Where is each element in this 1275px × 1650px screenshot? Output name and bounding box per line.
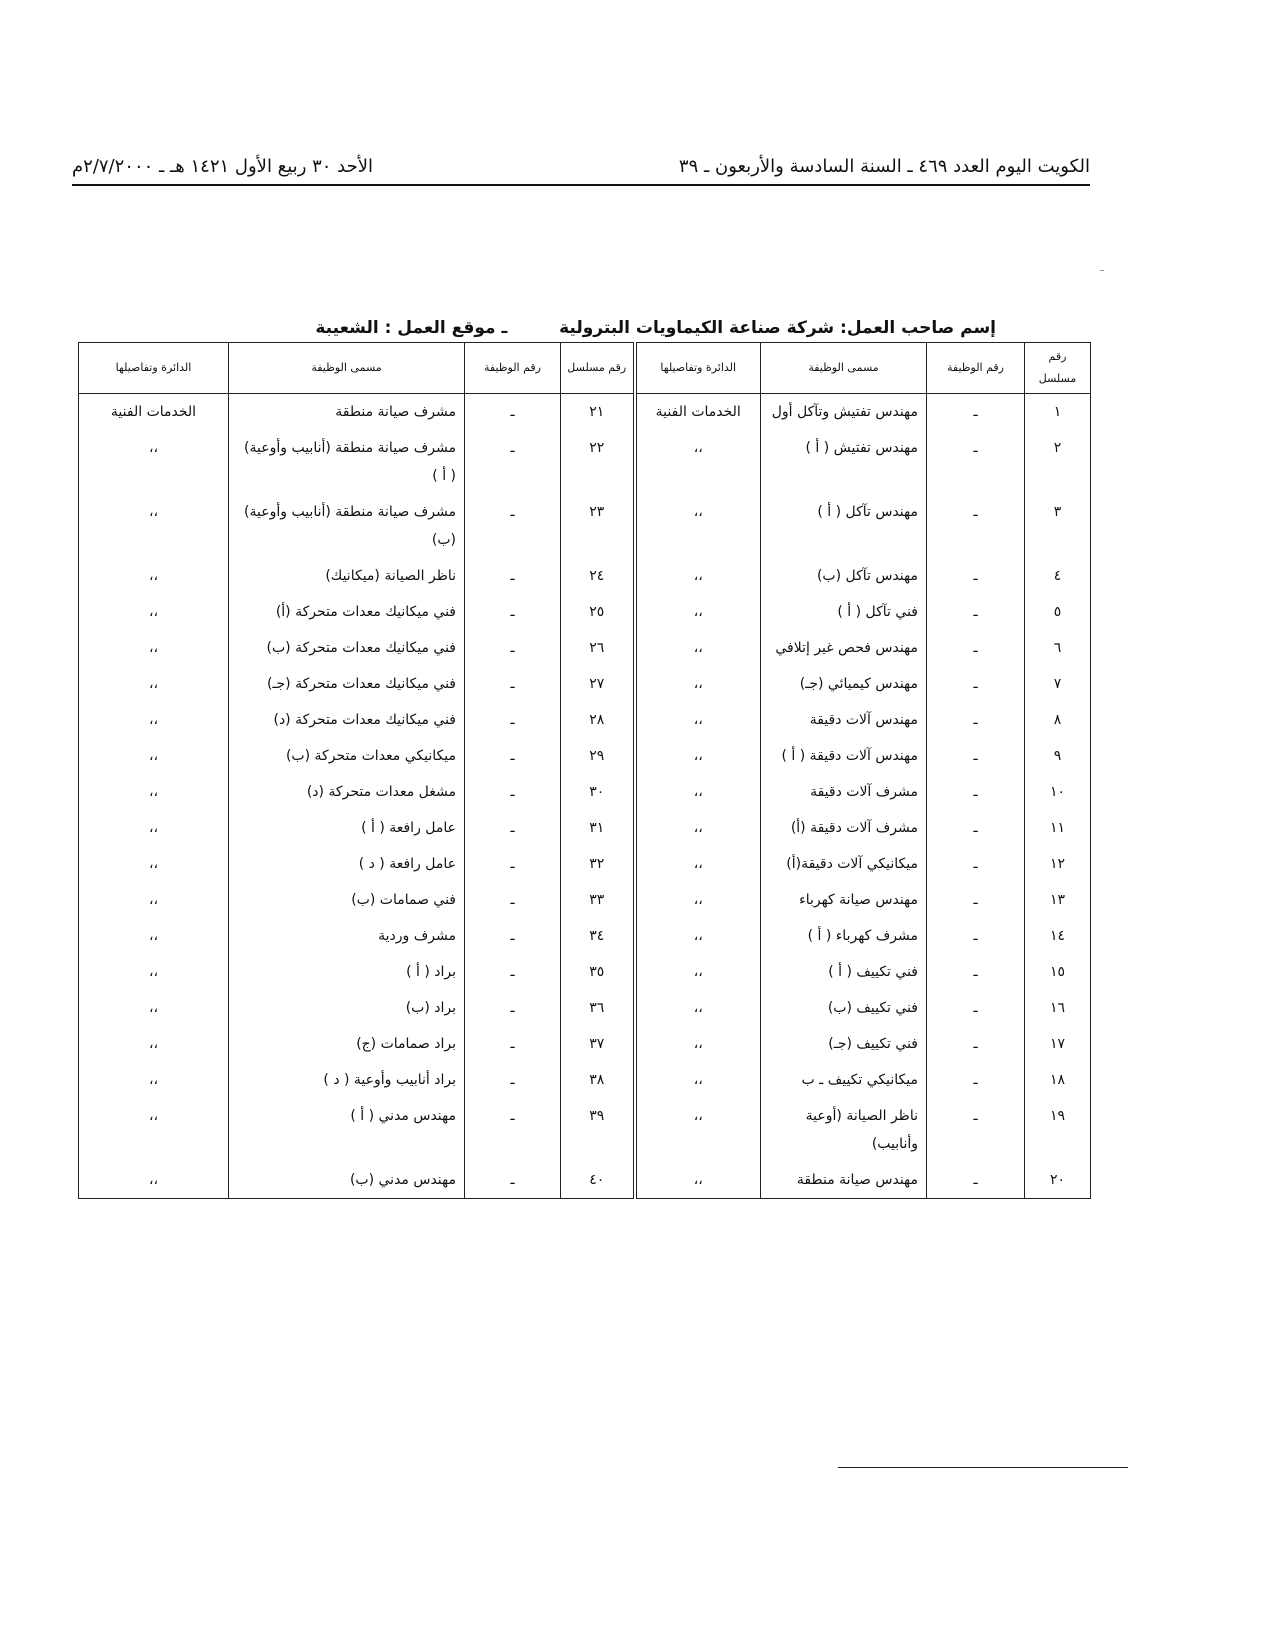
serial-cell: ٢ xyxy=(1025,430,1091,494)
table-header-row xyxy=(79,343,1091,394)
table-row xyxy=(79,558,1091,594)
job-no-cell: ـ xyxy=(927,1162,1025,1199)
job-title-cell: ناظر الصيانة (ميكانيك) xyxy=(229,558,465,594)
serial-cell: ٣٢ xyxy=(561,846,635,882)
serial-cell: ٢٧ xyxy=(561,666,635,702)
job-no-cell: ـ xyxy=(465,918,561,954)
dept-cell: ،، xyxy=(635,594,761,630)
dept-cell: ،، xyxy=(79,494,229,558)
serial-cell: ٢٣ xyxy=(561,494,635,558)
serial-cell: ٢٢ xyxy=(561,430,635,494)
work-site: ـ موقع العمل : الشعيبة xyxy=(315,318,508,338)
job-title-cell: مشرف كهرباء ( أ ) xyxy=(761,918,927,954)
job-no-cell: ـ xyxy=(927,882,1025,918)
dept-cell: ،، xyxy=(635,882,761,918)
dept-cell: ،، xyxy=(635,558,761,594)
dept-cell: ،، xyxy=(635,918,761,954)
table-row xyxy=(79,738,1091,774)
job-title-cell: فني تآكل ( أ ) xyxy=(761,594,927,630)
serial-cell: ٦ xyxy=(1025,630,1091,666)
serial-cell: ١٠ xyxy=(1025,774,1091,810)
dept-cell: الخدمات الفنية xyxy=(635,394,761,431)
serial-cell: ٤٠ xyxy=(561,1162,635,1199)
job-title-cell: مهندس مدني (ب) xyxy=(229,1162,465,1199)
table-row xyxy=(79,846,1091,882)
job-no-cell: ـ xyxy=(465,666,561,702)
job-title-cell: فني ميكانيك معدات متحركة (د) xyxy=(229,702,465,738)
job-no-cell: ـ xyxy=(465,630,561,666)
job-no-cell: ـ xyxy=(465,810,561,846)
dept-cell: ،، xyxy=(635,810,761,846)
serial-cell: ١٢ xyxy=(1025,846,1091,882)
dept-cell: ،، xyxy=(635,1026,761,1062)
dept-cell: ،، xyxy=(635,846,761,882)
serial-cell: ٣٧ xyxy=(561,1026,635,1062)
job-no-cell: ـ xyxy=(927,666,1025,702)
job-title-cell: عامل رافعة ( د ) xyxy=(229,846,465,882)
job-no-cell: ـ xyxy=(465,702,561,738)
dept-cell: ،، xyxy=(79,1098,229,1162)
table-row xyxy=(79,430,1091,494)
job-no-cell: ـ xyxy=(465,558,561,594)
job-title-cell: مهندس تفتيش وتآكل أول xyxy=(761,394,927,431)
job-title-cell: ناظر الصيانة (أوعية وأنابيب) xyxy=(761,1098,927,1162)
table-row xyxy=(79,1162,1091,1199)
job-no-cell: ـ xyxy=(465,882,561,918)
job-title-cell: براد (ب) xyxy=(229,990,465,1026)
job-no-cell: ـ xyxy=(927,702,1025,738)
serial-cell: ٣٤ xyxy=(561,918,635,954)
job-title-cell: فني ميكانيك معدات متحركة (ب) xyxy=(229,630,465,666)
job-no-cell: ـ xyxy=(927,918,1025,954)
serial-cell: ٣٨ xyxy=(561,1062,635,1098)
job-no-cell: ـ xyxy=(465,594,561,630)
serial-cell: ٣٩ xyxy=(561,1098,635,1162)
serial-cell: ٨ xyxy=(1025,702,1091,738)
serial-cell: ٢٨ xyxy=(561,702,635,738)
table-row xyxy=(79,702,1091,738)
job-title-cell: مهندس تآكل ( أ ) xyxy=(761,494,927,558)
job-no-cell: ـ xyxy=(465,954,561,990)
job-title-cell: مهندس صيانة منطقة xyxy=(761,1162,927,1199)
dept-cell: ،، xyxy=(79,882,229,918)
dept-cell: ،، xyxy=(635,702,761,738)
dept-cell: ،، xyxy=(635,1162,761,1199)
col-header-dept: الدائرة وتفاصيلها xyxy=(635,343,761,394)
dept-cell: ،، xyxy=(79,738,229,774)
serial-cell: ١٦ xyxy=(1025,990,1091,1026)
job-no-cell: ـ xyxy=(465,774,561,810)
job-title-cell: مهندس آلات دقيقة ( أ ) xyxy=(761,738,927,774)
table-row xyxy=(79,666,1091,702)
job-title-cell: مشرف آلات دقيقة (أ) xyxy=(761,810,927,846)
job-title-cell: مشرف وردية xyxy=(229,918,465,954)
table-row xyxy=(79,494,1091,558)
job-title-cell: فني تكييف (ب) xyxy=(761,990,927,1026)
job-title-cell: مهندس كيميائي (جـ) xyxy=(761,666,927,702)
job-title-cell: براد ( أ ) xyxy=(229,954,465,990)
job-no-cell: ـ xyxy=(927,810,1025,846)
dept-cell: ،، xyxy=(79,774,229,810)
serial-cell: ١٧ xyxy=(1025,1026,1091,1062)
serial-cell: ١٨ xyxy=(1025,1062,1091,1098)
table-row xyxy=(79,1062,1091,1098)
job-title-cell: مهندس مدني ( أ ) xyxy=(229,1098,465,1162)
serial-cell: ٣ xyxy=(1025,494,1091,558)
job-no-cell: ـ xyxy=(465,394,561,431)
job-title-cell: ميكانيكي معدات متحركة (ب) xyxy=(229,738,465,774)
serial-cell: ٣٦ xyxy=(561,990,635,1026)
dept-cell: ،، xyxy=(79,666,229,702)
table-row xyxy=(79,1098,1091,1162)
table-row xyxy=(79,1026,1091,1062)
jobs-table xyxy=(78,342,1091,1199)
dept-cell: ،، xyxy=(635,1098,761,1162)
job-no-cell: ـ xyxy=(927,774,1025,810)
job-title-cell: مشغل معدات متحركة (د) xyxy=(229,774,465,810)
job-title-cell: مشرف صيانة منطقة (أنابيب وأوعية) (ب) xyxy=(229,494,465,558)
serial-cell: ١٥ xyxy=(1025,954,1091,990)
serial-cell: ١٣ xyxy=(1025,882,1091,918)
serial-cell: ٤ xyxy=(1025,558,1091,594)
job-no-cell: ـ xyxy=(465,1098,561,1162)
dept-cell: ،، xyxy=(79,810,229,846)
dept-cell: ،، xyxy=(79,630,229,666)
job-title-cell: براد صمامات (ج) xyxy=(229,1026,465,1062)
job-no-cell: ـ xyxy=(927,394,1025,431)
serial-cell: ٧ xyxy=(1025,666,1091,702)
job-title-cell: فني تكييف (جـ) xyxy=(761,1026,927,1062)
job-no-cell: ـ xyxy=(465,738,561,774)
serial-cell: ٢٦ xyxy=(561,630,635,666)
dept-cell: ،، xyxy=(635,630,761,666)
table-row xyxy=(79,594,1091,630)
table-row xyxy=(79,918,1091,954)
serial-cell: ١١ xyxy=(1025,810,1091,846)
serial-cell: ١٩ xyxy=(1025,1098,1091,1162)
job-no-cell: ـ xyxy=(927,738,1025,774)
dept-cell: الخدمات الفنية xyxy=(79,394,229,431)
job-no-cell: ـ xyxy=(465,430,561,494)
table-row xyxy=(79,394,1091,431)
table-row xyxy=(79,630,1091,666)
job-title-cell: مهندس آلات دقيقة xyxy=(761,702,927,738)
job-no-cell: ـ xyxy=(465,1062,561,1098)
dept-cell: ،، xyxy=(635,1062,761,1098)
dept-cell: ،، xyxy=(79,918,229,954)
job-title-cell: فني ميكانيك معدات متحركة (أ) xyxy=(229,594,465,630)
issue-date: الأحد ٣٠ ربيع الأول ١٤٢١ هـ ـ ٢/٧/٢٠٠٠م xyxy=(72,156,374,177)
table-row xyxy=(79,954,1091,990)
job-no-cell: ـ xyxy=(927,430,1025,494)
col-header-title: مسمى الوظيفة xyxy=(761,343,927,394)
serial-cell: ١ xyxy=(1025,394,1091,431)
job-title-cell: مشرف صيانة منطقة (أنابيب وأوعية) ( أ ) xyxy=(229,430,465,494)
employer-line xyxy=(280,318,996,338)
dept-cell: ،، xyxy=(79,990,229,1026)
serial-cell: ٢٥ xyxy=(561,594,635,630)
serial-cell: ٩ xyxy=(1025,738,1091,774)
dept-cell: ،، xyxy=(79,1062,229,1098)
footer-rule xyxy=(838,1467,1128,1468)
dept-cell: ،، xyxy=(79,1026,229,1062)
dept-cell: ،، xyxy=(635,666,761,702)
col-header-job-no: رقم الوظيفة xyxy=(465,343,561,394)
job-title-cell: فني ميكانيك معدات متحركة (جـ) xyxy=(229,666,465,702)
dept-cell: ،، xyxy=(635,738,761,774)
job-no-cell: ـ xyxy=(465,846,561,882)
employer-name: إسم صاحب العمل: شركة صناعة الكيماويات البترولية xyxy=(559,318,996,338)
dept-cell: ،، xyxy=(635,494,761,558)
job-title-cell: مهندس فحص غير إتلافي xyxy=(761,630,927,666)
table-row xyxy=(79,774,1091,810)
job-no-cell: ـ xyxy=(465,990,561,1026)
col-header-job-no: رقم الوظيفة xyxy=(927,343,1025,394)
job-no-cell: ـ xyxy=(927,1062,1025,1098)
job-title-cell: عامل رافعة ( أ ) xyxy=(229,810,465,846)
job-title-cell: مهندس تفتيش ( أ ) xyxy=(761,430,927,494)
job-no-cell: ـ xyxy=(465,1162,561,1199)
job-no-cell: ـ xyxy=(927,630,1025,666)
serial-cell: ٢٠ xyxy=(1025,1162,1091,1199)
serial-cell: ١٤ xyxy=(1025,918,1091,954)
dept-cell: ،، xyxy=(79,1162,229,1199)
job-no-cell: ـ xyxy=(927,846,1025,882)
job-title-cell: مشرف صيانة منطقة xyxy=(229,394,465,431)
job-no-cell: ـ xyxy=(465,1026,561,1062)
dept-cell: ،، xyxy=(635,430,761,494)
dept-cell: ،، xyxy=(79,594,229,630)
scan-speck xyxy=(1100,270,1104,271)
job-no-cell: ـ xyxy=(927,954,1025,990)
serial-cell: ٣٣ xyxy=(561,882,635,918)
job-no-cell: ـ xyxy=(927,1026,1025,1062)
job-no-cell: ـ xyxy=(927,594,1025,630)
job-title-cell: ميكانيكي تكييف ـ ب xyxy=(761,1062,927,1098)
job-title-cell: فني صمامات (ب) xyxy=(229,882,465,918)
dept-cell: ،، xyxy=(79,702,229,738)
job-title-cell: مهندس صيانة كهرباء xyxy=(761,882,927,918)
job-title-cell: ميكانيكي آلات دقيقة(أ) xyxy=(761,846,927,882)
col-header-serial: رقم مسلسل xyxy=(1025,343,1091,394)
dept-cell: ،، xyxy=(79,954,229,990)
serial-cell: ٣٠ xyxy=(561,774,635,810)
serial-cell: ٣١ xyxy=(561,810,635,846)
col-header-title: مسمى الوظيفة xyxy=(229,343,465,394)
job-no-cell: ـ xyxy=(927,494,1025,558)
dept-cell: ،، xyxy=(79,846,229,882)
job-title-cell: مهندس تآكل (ب) xyxy=(761,558,927,594)
job-no-cell: ـ xyxy=(927,558,1025,594)
serial-cell: ٢١ xyxy=(561,394,635,431)
col-header-serial: رقم مسلسل xyxy=(561,343,635,394)
serial-cell: ٥ xyxy=(1025,594,1091,630)
table-row xyxy=(79,882,1091,918)
serial-cell: ٣٥ xyxy=(561,954,635,990)
job-title-cell: فني تكييف ( أ ) xyxy=(761,954,927,990)
gazette-header xyxy=(72,148,1090,186)
job-no-cell: ـ xyxy=(927,1098,1025,1162)
table-row xyxy=(79,990,1091,1026)
dept-cell: ،، xyxy=(79,430,229,494)
job-title-cell: براد أنابيب وأوعية ( د ) xyxy=(229,1062,465,1098)
dept-cell: ،، xyxy=(635,774,761,810)
job-no-cell: ـ xyxy=(465,494,561,558)
serial-cell: ٢٩ xyxy=(561,738,635,774)
table-row xyxy=(79,810,1091,846)
issue-info: الكويت اليوم العدد ٤٦٩ ـ السنة السادسة والأربعون ـ ٣٩ xyxy=(678,156,1090,177)
dept-cell: ،، xyxy=(635,990,761,1026)
job-no-cell: ـ xyxy=(927,990,1025,1026)
col-header-dept: الدائرة وتفاصيلها xyxy=(79,343,229,394)
job-title-cell: مشرف آلات دقيقة xyxy=(761,774,927,810)
serial-cell: ٢٤ xyxy=(561,558,635,594)
dept-cell: ،، xyxy=(635,954,761,990)
dept-cell: ،، xyxy=(79,558,229,594)
